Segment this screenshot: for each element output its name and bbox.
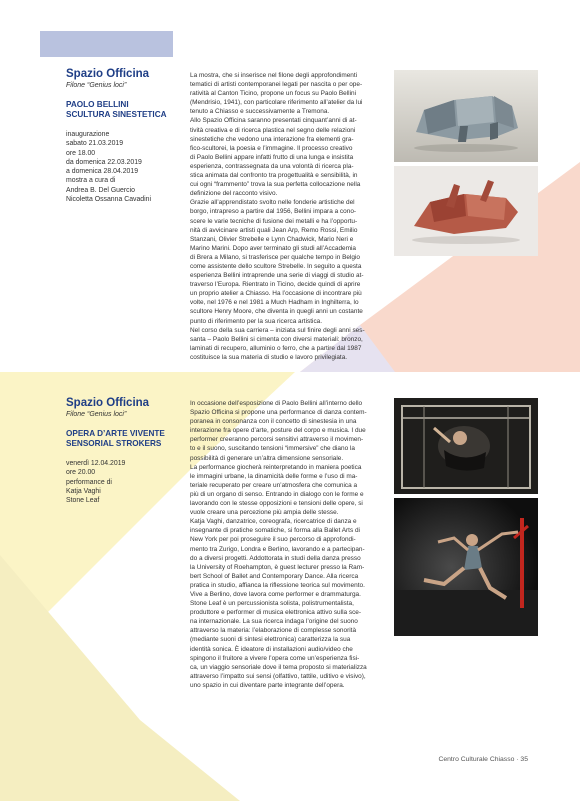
- body-line: stica animata dal confronto tra progettualità e sensibilità, in: [190, 172, 358, 180]
- body-line: ca, un viaggio sensoriale dove il tema proposto si materializza: [190, 663, 367, 671]
- section2-subtitle: Filone “Genius loci”: [66, 411, 127, 418]
- body-line: tività creativa e di ricerca plastica nel segno delle relazioni: [190, 126, 356, 134]
- section1-info-line: da domenica 22.03.2019: [66, 158, 142, 166]
- performance-photo-2: [394, 498, 538, 636]
- body-line: La mostra, che si inserisce nel filone degli approfondimenti: [190, 72, 358, 79]
- body-line: tematici di artisti contemporanei legati per nascita o per ope-: [190, 81, 363, 89]
- section2-info-line: venerdì 12.04.2019: [66, 460, 126, 467]
- section2-event-title: [66, 429, 184, 449]
- body-line: In occasione dell’esposizione di Paolo Bellini all’interno dello: [190, 400, 363, 407]
- section2-event-title-line: OPERA D’ARTE VIVENTE: [66, 429, 165, 438]
- body-line: Spazio Officina si propone una performance di danza contem-: [190, 409, 367, 417]
- section1-subtitle: Filone “Genius loci”: [66, 82, 127, 89]
- performance-photo-1: [394, 398, 538, 494]
- body-line: New York per poi proseguire il suo percorso di approfondi-: [190, 536, 356, 544]
- body-line: più di un organo di senso. Entrando in dialogo con le forme e: [190, 490, 364, 498]
- body-line: lavorando con le stesse opposizioni e tensioni delle opere, si: [190, 500, 363, 508]
- sculpture-2-illustration: [394, 166, 538, 256]
- section1-event-title-line: PAOLO BELLINI: [66, 100, 129, 109]
- body-line: do a diversi progetti. Addottorata in studi della danza presso: [190, 554, 361, 562]
- body-line: identità sonica. È ideatore di installazioni audio/video che: [190, 645, 353, 653]
- body-line: insegnante di pratiche somatiche, si forma alla Ballet Arts di: [190, 527, 360, 535]
- body-line: volte, nel 1976 e nel 1981 a Much Hadham in Inghilterra, lo: [190, 299, 359, 307]
- body-line: esperienza Bellini intraprende una serie di viaggi di studio at-: [190, 272, 364, 280]
- section1-event-title-line: SCULTURA SINESTETICA: [66, 110, 167, 119]
- body-line: le immagini urbane, la dinamicità delle forme e l’uso di ma-: [190, 472, 358, 480]
- body-line: tenuto a Chiasso e successivamente a Tremona.: [190, 108, 330, 116]
- section1-sidebar: [66, 68, 184, 204]
- body-line: Stone Leaf è un percussionista solista, polistrumentalista,: [190, 600, 354, 608]
- section1-info-line: inaugurazione: [66, 131, 110, 138]
- section1-info-line: ore 18.00: [66, 149, 96, 157]
- body-line: laminati di recupero, alluminio o ferro, che a partire dal 1987: [190, 344, 362, 352]
- body-line: attraverso la materia: l’elaborazione di complesse sonorità: [190, 627, 357, 635]
- body-line: fico-scultorei, la poesia e l’immagine. Il processo creativo: [190, 144, 353, 152]
- body-line: spingono il fruitore a vivere l’opera come un’esperienza fisi-: [190, 654, 360, 662]
- body-line: teriale recuperato per creare un’atmosfera che comunica a: [190, 481, 358, 489]
- section1-info-line: sabato 21.03.2019: [66, 140, 124, 148]
- section1-info-line: a domenica 28.04.2019: [66, 168, 139, 176]
- sculpture-photo-1: [394, 70, 538, 162]
- body-line: sinestetiche che vedono una interazione fra elementi gra-: [190, 135, 354, 143]
- body-line: la University of Roehampton, è guest lecturer presso la Ram-: [190, 563, 365, 571]
- section2-space-title: Spazio Officina: [66, 397, 150, 409]
- body-line: come assistente dello scultore Strebelle. In seguito a questa: [190, 262, 362, 270]
- body-line: santa – Paolo Bellini si cimenta con diversi materiali: bronzo,: [190, 335, 363, 343]
- section1-space-title: Spazio Officina: [66, 68, 150, 80]
- body-line: possibilità di generare un’altra dimensione sensoriale.: [190, 454, 344, 462]
- body-line: to e il suono, suscitando tensioni “immersive” che diano la: [190, 445, 355, 453]
- sculpture-1-illustration: [394, 70, 538, 162]
- body-line: scultore Henry Moore, che diventa in quegli anni un costante: [190, 308, 363, 316]
- body-line: ratività al Canton Ticino, propone un focus su Paolo Bellini: [190, 90, 357, 98]
- section2-info-line: Stone Leaf: [66, 497, 100, 505]
- body-line: Nel corso della sua carriera – iniziata sul finire degli anni ses-: [190, 326, 365, 334]
- body-line: uno spazio in cui diventare parte integrante dell’opera.: [190, 681, 345, 689]
- body-line: (mediante suoni di sintesi elettronica) caratterizza la sua: [190, 636, 351, 644]
- section2-info-line: ore 20.00: [66, 469, 96, 477]
- section2-body: [190, 399, 376, 690]
- section1-info-line: Nicoletta Ossanna Cavadini: [66, 196, 152, 204]
- body-line: La performance giocherà reinterpretando in maniera poetica: [190, 463, 362, 471]
- section2-info-line: Katja Vaghi: [66, 487, 101, 495]
- body-line: poranea in consonanza con il concetto di sinestesia in una: [190, 418, 357, 426]
- body-line: di Brera a Milano, si trasferisce per qualche tempo in Belgio: [190, 253, 360, 261]
- body-line: definizione del racconto visivo.: [190, 190, 278, 198]
- section1-body: [190, 71, 376, 362]
- body-line: bert School of Ballet and Contemporary Dance. Alla ricerca: [190, 572, 359, 580]
- body-line: interazione fra opere d’arte, posture del corpo e musica. I due: [190, 427, 366, 435]
- body-line: Katja Vaghi, danzatrice, coreografa, ricercatrice di danza e: [190, 518, 357, 526]
- header-color-block: [40, 31, 173, 57]
- section2-info-line: performance di: [66, 478, 112, 486]
- body-line: na internazionale. La sua ricerca indaga l’origine del suono: [190, 618, 358, 626]
- page-footer: Centro Culturale Chiasso · 35: [438, 756, 528, 763]
- body-line: Vive a Berlino, dove lavora come performer e drammaturga.: [190, 590, 361, 598]
- body-line: traverso l’Europa. Rientrato in Ticino, decide quindi di aprire: [190, 281, 361, 289]
- body-line: un proprio atelier a Chiasso. Ha l’occasione di incontrare più: [190, 290, 362, 298]
- body-line: punto di riferimento per la sua ricerca artistica.: [190, 317, 323, 325]
- body-line: scere le varie tecniche di fusione dei metalli e ha l’opportu-: [190, 217, 358, 225]
- body-line: Stanzani, Olivier Strebelle e Lynn Chadwick, Mario Neri e: [190, 235, 354, 243]
- body-line: Allo Spazio Officina saranno presentati cinquant’anni di at-: [190, 117, 357, 125]
- body-line: costituisce la sua materia di studio e lavoro privilegiata.: [190, 353, 348, 361]
- section1-event-title: [66, 100, 184, 120]
- body-line: pratica in studio, affianca la riflessione teorica sul movimento.: [190, 581, 365, 589]
- section1-info-line: mostra a cura di: [66, 177, 116, 185]
- body-line: di Paolo Bellini appare infatti frutto di una lunga e insistita: [190, 153, 354, 161]
- section2-event-title-line: SENSORIAL STROKERS: [66, 439, 162, 448]
- body-line: esperienza, contrassegnata da una volontà di ricerca pla-: [190, 162, 354, 170]
- body-line: borgo, intrapreso a partire dal 1956, Bellini impara a cono-: [190, 208, 357, 216]
- body-line: nità di avvicinare artisti quali Jean Arp, Remo Rossi, Emilio: [190, 226, 358, 234]
- performance-2-illustration: [394, 498, 538, 636]
- section1-event-info: [66, 130, 184, 204]
- body-line: cui ogni “frammento” trova la sua perfetta collocazione nella: [190, 181, 361, 189]
- section2-event-info: [66, 459, 184, 505]
- performance-1-illustration: [394, 398, 538, 494]
- body-line: Marino Marini. Dopo aver terminato gli studi all’Accademia: [190, 244, 357, 252]
- body-line: performer creeranno percorsi sensitivi attraverso il movimen-: [190, 436, 364, 444]
- body-line: (Mendrisio, 1941), con particolare riferimento all’atelier da lui: [190, 99, 363, 107]
- body-line: vuole creare una percezione più ampia delle stesse.: [190, 509, 339, 517]
- body-line: Grazie all’apprendistato svolto nelle fonderie artistiche del: [190, 199, 355, 207]
- body-line: mento tra Zurigo, Londra e Berlino, lavorando e a partecipan-: [190, 545, 365, 553]
- body-line: produttore e performer di musica elettronica attivo sulla sce-: [190, 609, 362, 617]
- section2-sidebar: [66, 397, 184, 505]
- sculpture-photo-2: [394, 166, 538, 256]
- section1-info-line: Andrea B. Del Guercio: [66, 186, 135, 194]
- body-line: attraverso l’impatto sui sensi (olfattivo, tattile, uditivo e visivo),: [190, 672, 366, 680]
